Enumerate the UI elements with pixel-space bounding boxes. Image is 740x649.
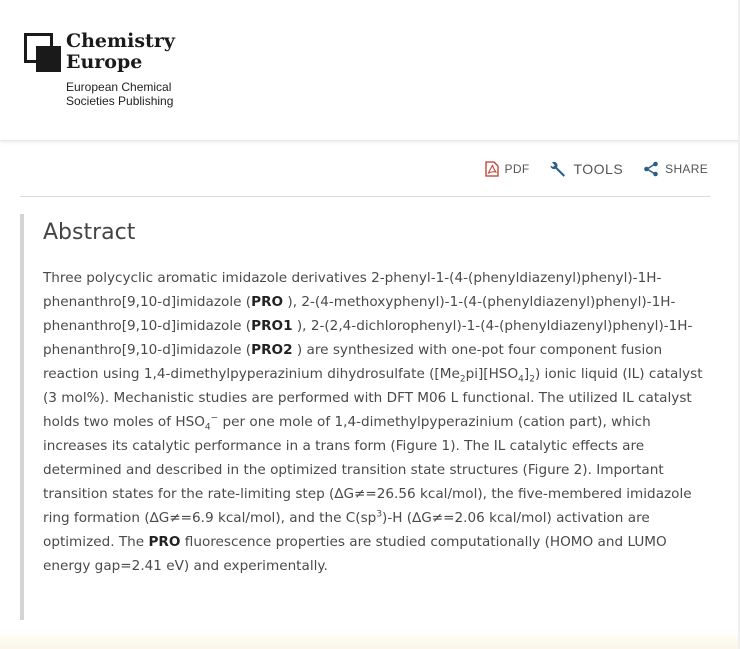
footer-band bbox=[0, 634, 740, 649]
subscript: 4 bbox=[204, 422, 211, 433]
subscript: 4 bbox=[518, 374, 524, 385]
abstract-text-segment: pi][HSO bbox=[465, 366, 519, 382]
compound-pro: PRO bbox=[148, 534, 181, 550]
abstract-heading: Abstract bbox=[43, 220, 136, 245]
superscript: − bbox=[210, 413, 219, 424]
superscript: 3 bbox=[376, 509, 383, 520]
compound-pro: PRO bbox=[251, 294, 284, 310]
abstract-text-segment: ] bbox=[523, 366, 530, 382]
abstract-text-segment: per one mole of 1,4-dimethylpyperazinium (cation part), which increases its catalytic performance in a trans form (Figure 1). The IL catalytic effects are determined and described in the optimized transition state structures (Figure 2). Important transition states for the rate-limiting step (∆G≠=26.56 kcal/mol), the five-membered imidazole ring formation (∆G≠=6.9 kcal/mol), and the C(sp bbox=[43, 414, 692, 526]
compound-pro2: PRO2 bbox=[251, 342, 293, 358]
brand-subtitle-line2: Societies Publishing bbox=[66, 94, 174, 108]
brand-subtitle-line1: European Chemical bbox=[66, 80, 172, 94]
brand-title[interactable] bbox=[66, 31, 175, 73]
toolbar-divider bbox=[20, 196, 710, 197]
compound-pro1: PRO1 bbox=[251, 318, 293, 334]
abstract-text bbox=[43, 266, 705, 578]
abstract-text-segment: Three polycyclic aromatic imidazole derivatives 2-phenyl-1-(4-(phenyldiazenyl)phenyl)-1H-phenanthro[9,10-d]imidazole ( bbox=[43, 270, 662, 310]
abstract-text-segment: ) ionic liquid (IL) catalyst (3 mol%). Mechanistic studies are performed with DFT M06 L functional. The utilized IL catalyst holds two moles of HSO bbox=[43, 366, 703, 430]
pdf-button[interactable] bbox=[485, 161, 530, 177]
tools-button[interactable] bbox=[549, 160, 623, 178]
subscript: 2 bbox=[459, 374, 466, 385]
abstract-text-segment: ) are synthesized with one-pot four component fusion reaction using 1,4-dimethylpyperazinium dihydrosulfate ([Me bbox=[43, 342, 663, 382]
brand-title-line2: Europe bbox=[66, 51, 143, 73]
brand-subtitle bbox=[66, 80, 173, 108]
share-button[interactable] bbox=[643, 161, 708, 177]
abstract-text-segment: ), 2-(4-methoxyphenyl)-1-(4-(phenyldiazenyl)phenyl)-1H-phenanthro[9,10-d]imidazole ( bbox=[43, 294, 676, 334]
share-label: SHARE bbox=[665, 162, 708, 176]
tools-label: TOOLS bbox=[573, 161, 624, 177]
abstract-text-segment: fluorescence properties are studied computationally (HOMO and LUMO energy gap=2.41 eV) and experimentally. bbox=[43, 534, 667, 574]
share-icon bbox=[643, 161, 659, 177]
abstract-text-segment: ), 2-(2,4-dichlorophenyl)-1-(4-(phenyldiazenyl)phenyl)-1H-phenanthro[9,10-d]imidazole ( bbox=[43, 318, 693, 358]
chemistry-europe-logo-icon[interactable] bbox=[24, 33, 62, 73]
wrench-icon bbox=[549, 160, 567, 178]
site-header bbox=[0, 0, 740, 141]
brand-title-line1: Chemistry bbox=[66, 30, 175, 52]
pdf-icon bbox=[485, 161, 499, 177]
subscript: 2 bbox=[529, 374, 535, 385]
pdf-label: PDF bbox=[504, 162, 530, 176]
abstract-text-segment: )-H (∆G≠=2.06 kcal/mol) activation are optimized. The bbox=[43, 510, 650, 550]
abstract-section bbox=[20, 214, 714, 620]
article-toolbar bbox=[485, 158, 708, 180]
